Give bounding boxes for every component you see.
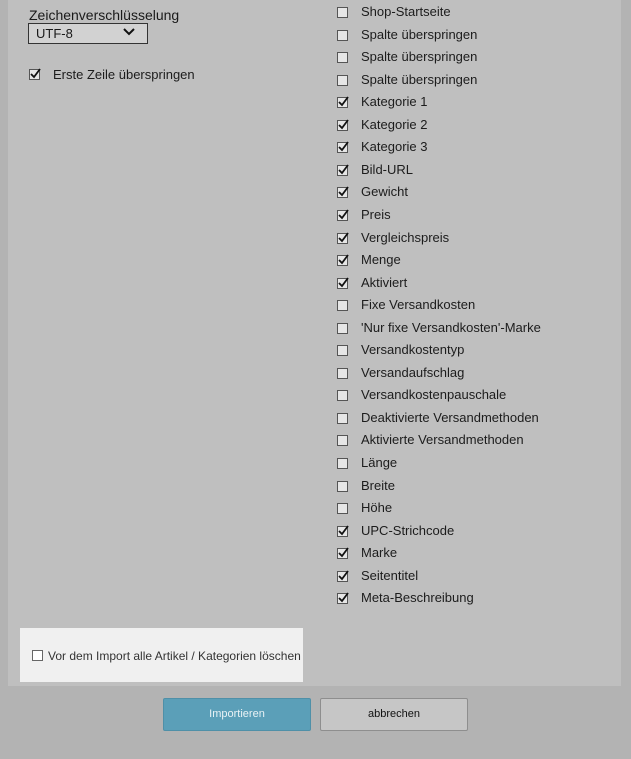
field-label: Höhe	[361, 500, 393, 515]
field-checkbox[interactable]	[337, 390, 348, 401]
field-checkbox[interactable]	[337, 345, 348, 356]
field-checkbox[interactable]	[337, 323, 348, 334]
field-row[interactable]	[337, 3, 597, 25]
field-label: Kategorie 3	[361, 139, 428, 154]
field-checkbox[interactable]	[337, 30, 348, 41]
field-checkbox[interactable]	[337, 7, 348, 18]
field-row[interactable]	[337, 138, 597, 160]
field-label: Marke	[361, 545, 398, 560]
checkmark-icon	[337, 209, 349, 221]
checkmark-icon	[29, 68, 41, 80]
checkmark-icon	[337, 232, 349, 244]
field-label: Meta-Beschreibung	[361, 590, 474, 605]
field-row[interactable]	[337, 431, 597, 453]
field-checkbox[interactable]	[337, 435, 348, 446]
field-checkbox[interactable]	[337, 52, 348, 63]
field-row[interactable]	[337, 409, 597, 431]
field-row[interactable]	[337, 251, 597, 273]
field-row[interactable]	[337, 71, 597, 93]
field-label: Preis	[361, 207, 391, 222]
field-label: Fixe Versandkosten	[361, 297, 476, 312]
field-row[interactable]	[337, 499, 597, 521]
skip-first-row-label: Erste Zeile überspringen	[53, 67, 195, 82]
checkmark-icon	[337, 570, 349, 582]
field-checkbox[interactable]	[337, 278, 348, 289]
field-checkbox[interactable]	[337, 75, 348, 86]
encoding-select[interactable]	[28, 23, 148, 44]
field-row[interactable]	[337, 454, 597, 476]
checkmark-icon	[337, 96, 349, 108]
field-label: Shop-Startseite	[361, 4, 451, 19]
field-checkbox[interactable]	[337, 165, 348, 176]
field-label: Kategorie 2	[361, 117, 428, 132]
cancel-button[interactable]: abbrechen	[320, 698, 468, 731]
encoding-label: Zeichenverschlüsselung	[29, 7, 180, 23]
checkmark-icon	[337, 592, 349, 604]
field-label: Länge	[361, 455, 398, 470]
checkmark-icon	[337, 164, 349, 176]
field-label: Versandkostentyp	[361, 342, 465, 357]
field-row[interactable]	[337, 183, 597, 205]
field-checkbox[interactable]	[337, 571, 348, 582]
encoding-selected-value: UTF-8	[36, 26, 73, 41]
field-row[interactable]	[337, 93, 597, 115]
field-label: Deaktivierte Versandmethoden	[361, 410, 539, 425]
field-label: Versandkostenpauschale	[361, 387, 507, 402]
checkmark-icon	[337, 119, 349, 131]
field-label: Spalte überspringen	[361, 72, 478, 87]
field-label: Menge	[361, 252, 401, 267]
checkmark-icon	[337, 141, 349, 153]
field-checkbox[interactable]	[337, 187, 348, 198]
field-row[interactable]	[337, 386, 597, 408]
field-label: Kategorie 1	[361, 94, 428, 109]
field-checkbox[interactable]	[337, 503, 348, 514]
field-checkbox[interactable]	[337, 413, 348, 424]
field-checkbox[interactable]	[337, 142, 348, 153]
field-checkbox[interactable]	[337, 548, 348, 559]
delete-before-import-label: Vor dem Import alle Artikel / Kategorien löschen	[48, 649, 301, 663]
field-checkbox[interactable]	[337, 458, 348, 469]
checkmark-icon	[337, 547, 349, 559]
field-row[interactable]	[337, 477, 597, 499]
field-row[interactable]	[337, 229, 597, 251]
field-label: Versandaufschlag	[361, 365, 465, 380]
field-label: UPC-Strichcode	[361, 523, 455, 538]
field-row[interactable]	[337, 319, 597, 341]
field-row[interactable]	[337, 544, 597, 566]
field-row[interactable]	[337, 341, 597, 363]
field-row[interactable]	[337, 206, 597, 228]
field-checkbox[interactable]	[337, 593, 348, 604]
field-label: Spalte überspringen	[361, 49, 478, 64]
field-checkbox[interactable]	[337, 210, 348, 221]
field-checkbox[interactable]	[337, 120, 348, 131]
field-label: Spalte überspringen	[361, 27, 478, 42]
field-label: Aktivierte Versandmethoden	[361, 432, 524, 447]
checkmark-icon	[337, 277, 349, 289]
field-checkbox[interactable]	[337, 481, 348, 492]
field-checkbox[interactable]	[337, 300, 348, 311]
chevron-down-icon	[123, 26, 135, 38]
field-row[interactable]	[337, 589, 597, 611]
field-checkbox[interactable]	[337, 368, 348, 379]
field-row[interactable]	[337, 567, 597, 589]
delete-before-import-box	[20, 628, 303, 682]
field-row[interactable]	[337, 116, 597, 138]
field-checkbox[interactable]	[337, 255, 348, 266]
field-label: Gewicht	[361, 184, 408, 199]
field-label: Vergleichspreis	[361, 230, 450, 245]
field-label: Seitentitel	[361, 568, 419, 583]
field-checkbox[interactable]	[337, 526, 348, 537]
field-checkbox[interactable]	[337, 97, 348, 108]
field-label: Breite	[361, 478, 395, 493]
skip-first-row-checkbox[interactable]	[29, 69, 40, 80]
field-label: Aktiviert	[361, 275, 408, 290]
field-row[interactable]	[337, 274, 597, 296]
import-button[interactable]: Importieren	[163, 698, 311, 731]
field-row[interactable]	[337, 364, 597, 386]
delete-before-import-checkbox[interactable]	[32, 650, 43, 661]
field-label: 'Nur fixe Versandkosten'-Marke	[361, 320, 541, 335]
field-row[interactable]	[337, 296, 597, 318]
field-row[interactable]	[337, 26, 597, 48]
field-checkbox[interactable]	[337, 233, 348, 244]
checkmark-icon	[337, 254, 349, 266]
field-row[interactable]	[337, 522, 597, 544]
field-label: Bild-URL	[361, 162, 414, 177]
checkmark-icon	[337, 186, 349, 198]
checkmark-icon	[337, 525, 349, 537]
field-row[interactable]	[337, 161, 597, 183]
field-row[interactable]	[337, 48, 597, 70]
